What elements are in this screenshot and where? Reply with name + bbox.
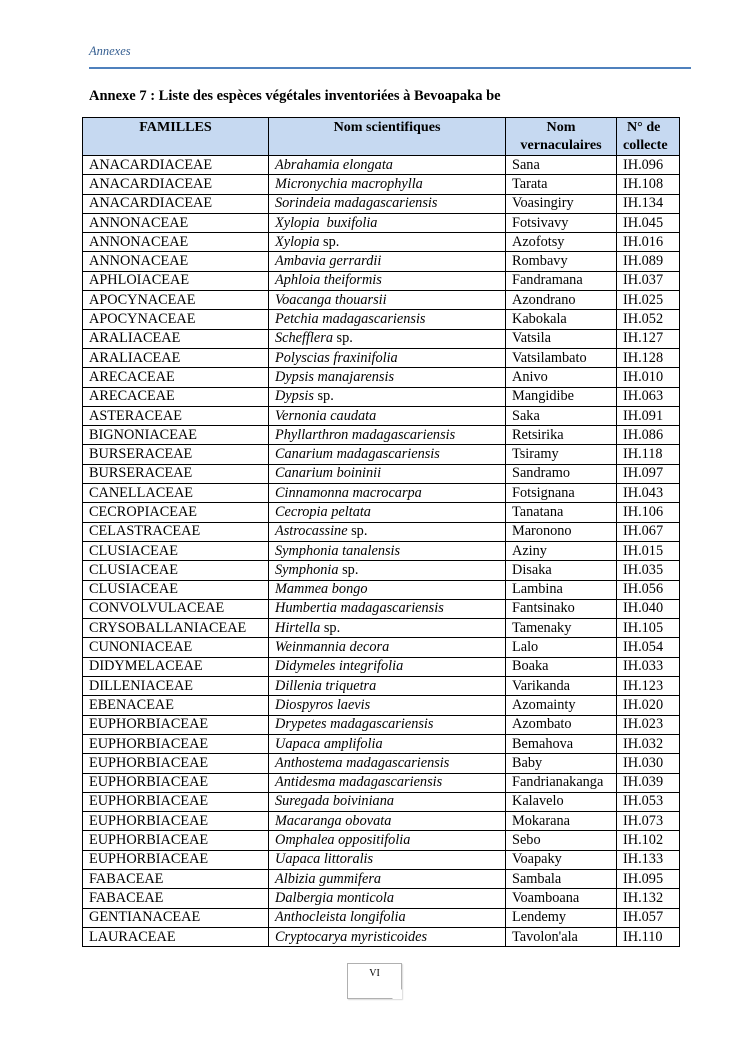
- family-cell: ANACARDIACEAE: [83, 156, 269, 175]
- table-row: [83, 773, 680, 792]
- family-cell: LAURACEAE: [83, 927, 269, 946]
- collect-number-cell: IH.105: [617, 619, 680, 638]
- vernacular-name-cell: Rombavy: [506, 252, 617, 271]
- family-cell: ANNONACEAE: [83, 252, 269, 271]
- vernacular-name-cell: Aziny: [506, 541, 617, 560]
- collect-number-cell: IH.128: [617, 348, 680, 367]
- scientific-name-italic: Diospyros laevis: [275, 696, 371, 713]
- table-row: [83, 561, 680, 580]
- family-cell: APOCYNACEAE: [83, 291, 269, 310]
- vernacular-name-cell: Vatsila: [506, 329, 617, 348]
- family-cell: CLUSIACEAE: [83, 580, 269, 599]
- header-collect-number: N° de collecte: [617, 118, 680, 156]
- scientific-name-italic: Cryptocarya myristicoides: [275, 928, 428, 945]
- vernacular-name-cell: Sana: [506, 156, 617, 175]
- table-row: [83, 657, 680, 676]
- family-cell: CLUSIACEAE: [83, 541, 269, 560]
- vernacular-name-cell: Voasingiry: [506, 194, 617, 213]
- table-row: [83, 792, 680, 811]
- scientific-name-italic: Symphonia tanalensis: [275, 542, 401, 559]
- family-cell: BIGNONIACEAE: [83, 426, 269, 445]
- table-row: [83, 175, 680, 194]
- collect-number-cell: IH.015: [617, 541, 680, 560]
- scientific-name-italic: Sorindeia madagascariensis: [275, 195, 438, 212]
- scientific-name-italic: Dillenia triquetra: [275, 677, 377, 694]
- scientific-name-italic: Petchia madagascariensis: [275, 311, 426, 328]
- scientific-name-suffix: sp.: [320, 619, 341, 636]
- scientific-name-cell: [269, 368, 506, 387]
- scientific-name-italic: Ambavia gerrardii: [275, 253, 382, 270]
- scientific-name-italic: Suregada boiviniana: [275, 793, 394, 810]
- collect-number-cell: IH.016: [617, 233, 680, 252]
- vernacular-name-cell: Mangidibe: [506, 387, 617, 406]
- collect-number-cell: IH.010: [617, 368, 680, 387]
- scientific-name-cell: [269, 484, 506, 503]
- scientific-name-cell: [269, 754, 506, 773]
- vernacular-name-cell: Fotsignana: [506, 484, 617, 503]
- scientific-name-italic: Astrocassine: [275, 523, 348, 540]
- collect-number-cell: IH.102: [617, 831, 680, 850]
- page-number: VI: [369, 968, 380, 979]
- scientific-name-cell: [269, 348, 506, 367]
- vernacular-name-cell: Sambala: [506, 869, 617, 888]
- collect-number-cell: IH.043: [617, 484, 680, 503]
- scientific-name-italic: Albizia gummifera: [275, 870, 382, 887]
- collect-number-cell: IH.123: [617, 677, 680, 696]
- scientific-name-italic: Uapaca amplifolia: [275, 735, 383, 752]
- collect-number-cell: IH.056: [617, 580, 680, 599]
- family-cell: CLUSIACEAE: [83, 561, 269, 580]
- table-row: [83, 599, 680, 618]
- scientific-name-italic: Anthocleista longifolia: [275, 909, 406, 926]
- scientific-name-italic: Symphonia: [275, 561, 339, 578]
- table-row: [83, 580, 680, 599]
- scientific-name-italic: Phyllarthron madagascariensis: [275, 426, 456, 443]
- family-cell: EBENACEAE: [83, 696, 269, 715]
- table-row: [83, 677, 680, 696]
- scientific-name-suffix: sp.: [313, 388, 334, 405]
- vernacular-name-cell: Tarata: [506, 175, 617, 194]
- species-table: [82, 117, 680, 947]
- collect-number-cell: IH.132: [617, 889, 680, 908]
- vernacular-name-cell: Fotsivavy: [506, 213, 617, 232]
- family-cell: EUPHORBIACEAE: [83, 831, 269, 850]
- family-cell: DIDYMELACEAE: [83, 657, 269, 676]
- table-row: [83, 908, 680, 927]
- collect-number-cell: IH.025: [617, 291, 680, 310]
- table-row: [83, 619, 680, 638]
- collect-number-cell: IH.086: [617, 426, 680, 445]
- scientific-name-italic: Schefflera: [275, 330, 333, 347]
- vernacular-name-cell: Bemahova: [506, 734, 617, 753]
- collect-number-cell: IH.023: [617, 715, 680, 734]
- scientific-name-italic: Omphalea oppositifolia: [275, 832, 411, 849]
- collect-number-cell: IH.053: [617, 792, 680, 811]
- scientific-name-cell: [269, 445, 506, 464]
- table-row: [83, 310, 680, 329]
- family-cell: ASTERACEAE: [83, 406, 269, 425]
- scientific-name-cell: [269, 619, 506, 638]
- scientific-name-suffix: sp.: [319, 233, 340, 250]
- scientific-name-cell: [269, 773, 506, 792]
- family-cell: ARECACEAE: [83, 387, 269, 406]
- collect-number-cell: IH.097: [617, 464, 680, 483]
- vernacular-name-cell: Azondrano: [506, 291, 617, 310]
- vernacular-name-cell: Azomainty: [506, 696, 617, 715]
- vernacular-name-cell: Baby: [506, 754, 617, 773]
- family-cell: EUPHORBIACEAE: [83, 773, 269, 792]
- collect-number-cell: IH.091: [617, 406, 680, 425]
- scientific-name-cell: [269, 156, 506, 175]
- family-cell: CECROPIACEAE: [83, 503, 269, 522]
- scientific-name-cell: [269, 175, 506, 194]
- scientific-name-cell: [269, 252, 506, 271]
- scientific-name-cell: [269, 213, 506, 232]
- table-row: [83, 889, 680, 908]
- collect-number-cell: IH.037: [617, 271, 680, 290]
- table-body: [83, 156, 680, 947]
- scientific-name-cell: [269, 310, 506, 329]
- family-cell: ARECACEAE: [83, 368, 269, 387]
- table-row: [83, 503, 680, 522]
- scientific-name-italic: Canarium boininii: [275, 465, 382, 482]
- scientific-name-cell: [269, 831, 506, 850]
- table-row: [83, 696, 680, 715]
- table-row: [83, 233, 680, 252]
- scientific-name-cell: [269, 580, 506, 599]
- collect-number-cell: IH.054: [617, 638, 680, 657]
- vernacular-name-cell: Fantsinako: [506, 599, 617, 618]
- collect-number-cell: IH.133: [617, 850, 680, 869]
- vernacular-name-cell: Sebo: [506, 831, 617, 850]
- table-row: [83, 638, 680, 657]
- family-cell: CRYSOBALLANIACEAE: [83, 619, 269, 638]
- table-row: [83, 541, 680, 560]
- scientific-name-italic: Dypsis manajarensis: [275, 368, 395, 385]
- vernacular-name-cell: Lalo: [506, 638, 617, 657]
- scientific-name-cell: [269, 850, 506, 869]
- vernacular-name-cell: Voamboana: [506, 889, 617, 908]
- scientific-name-cell: [269, 715, 506, 734]
- scientific-name-cell: [269, 561, 506, 580]
- table-row: [83, 368, 680, 387]
- collect-number-cell: IH.095: [617, 869, 680, 888]
- scientific-name-italic: Xylopia buxifolia: [275, 214, 378, 231]
- scientific-name-italic: Mammea bongo: [275, 581, 368, 598]
- family-cell: ANACARDIACEAE: [83, 194, 269, 213]
- table-row: [83, 387, 680, 406]
- table-row: [83, 329, 680, 348]
- scientific-name-italic: Dypsis: [275, 388, 314, 405]
- scientific-name-cell: [269, 657, 506, 676]
- scientific-name-italic: Abrahamia elongata: [275, 156, 393, 173]
- table-row: [83, 271, 680, 290]
- family-cell: CONVOLVULACEAE: [83, 599, 269, 618]
- scientific-name-suffix: sp.: [332, 330, 353, 347]
- scientific-name-cell: [269, 541, 506, 560]
- family-cell: EUPHORBIACEAE: [83, 715, 269, 734]
- collect-number-cell: IH.110: [617, 927, 680, 946]
- vernacular-name-cell: Fandramana: [506, 271, 617, 290]
- family-cell: EUPHORBIACEAE: [83, 812, 269, 831]
- scientific-name-suffix: sp.: [338, 561, 359, 578]
- scientific-name-cell: [269, 927, 506, 946]
- scientific-name-cell: [269, 426, 506, 445]
- collect-number-cell: IH.067: [617, 522, 680, 541]
- table-row: [83, 484, 680, 503]
- scientific-name-italic: Cecropia peltata: [275, 503, 371, 520]
- table-row: [83, 927, 680, 946]
- vernacular-name-cell: Azombato: [506, 715, 617, 734]
- scientific-name-cell: [269, 869, 506, 888]
- family-cell: ARALIACEAE: [83, 329, 269, 348]
- scientific-name-italic: Didymeles integrifolia: [275, 658, 404, 675]
- table-row: [83, 850, 680, 869]
- table-row: [83, 522, 680, 541]
- family-cell: ARALIACEAE: [83, 348, 269, 367]
- collect-number-cell: IH.033: [617, 657, 680, 676]
- collect-number-cell: IH.134: [617, 194, 680, 213]
- table-row: [83, 213, 680, 232]
- vernacular-name-cell: Tavolon'ala: [506, 927, 617, 946]
- header-scientific: Nom scientifiques: [269, 118, 506, 156]
- vernacular-name-cell: Sandramo: [506, 464, 617, 483]
- vernacular-name-cell: Vatsilambato: [506, 348, 617, 367]
- collect-number-cell: IH.118: [617, 445, 680, 464]
- scientific-name-cell: [269, 329, 506, 348]
- scientific-name-italic: Macaranga obovata: [275, 812, 392, 829]
- scientific-name-italic: Micronychia macrophylla: [275, 175, 423, 192]
- family-cell: ANNONACEAE: [83, 213, 269, 232]
- vernacular-name-cell: Kalavelo: [506, 792, 617, 811]
- scientific-name-italic: Humbertia madagascariensis: [275, 600, 444, 617]
- table-row: [83, 464, 680, 483]
- scientific-name-cell: [269, 812, 506, 831]
- vernacular-name-cell: Fandrianakanga: [506, 773, 617, 792]
- scientific-name-italic: Voacanga thouarsii: [275, 291, 387, 308]
- collect-number-cell: IH.127: [617, 329, 680, 348]
- family-cell: ANACARDIACEAE: [83, 175, 269, 194]
- family-cell: CELASTRACEAE: [83, 522, 269, 541]
- scientific-name-italic: Cinnamonna macrocarpa: [275, 484, 422, 501]
- family-cell: APHLOIACEAE: [83, 271, 269, 290]
- vernacular-name-cell: Tamenaky: [506, 619, 617, 638]
- family-cell: EUPHORBIACEAE: [83, 754, 269, 773]
- scientific-name-cell: [269, 677, 506, 696]
- table-header-row: [83, 118, 680, 156]
- family-cell: CANELLACEAE: [83, 484, 269, 503]
- collect-number-cell: IH.057: [617, 908, 680, 927]
- family-cell: EUPHORBIACEAE: [83, 792, 269, 811]
- scientific-name-cell: [269, 464, 506, 483]
- family-cell: EUPHORBIACEAE: [83, 734, 269, 753]
- scientific-name-italic: Weinmannia decora: [275, 639, 390, 656]
- table-row: [83, 754, 680, 773]
- vernacular-name-cell: Kabokala: [506, 310, 617, 329]
- table-row: [83, 869, 680, 888]
- vernacular-name-cell: Azofotsy: [506, 233, 617, 252]
- vernacular-name-cell: Anivo: [506, 368, 617, 387]
- scientific-name-italic: Xylopia: [275, 233, 320, 250]
- running-header: Annexes: [89, 44, 131, 58]
- family-cell: ANNONACEAE: [83, 233, 269, 252]
- scientific-name-italic: Antidesma madagascariensis: [275, 774, 443, 791]
- scientific-name-cell: [269, 233, 506, 252]
- table-row: [83, 812, 680, 831]
- vernacular-name-cell: Saka: [506, 406, 617, 425]
- table-row: [83, 406, 680, 425]
- family-cell: APOCYNACEAE: [83, 310, 269, 329]
- vernacular-name-cell: Boaka: [506, 657, 617, 676]
- collect-number-cell: IH.030: [617, 754, 680, 773]
- vernacular-name-cell: Retsirika: [506, 426, 617, 445]
- collect-number-cell: IH.039: [617, 773, 680, 792]
- vernacular-name-cell: Lambina: [506, 580, 617, 599]
- scientific-name-cell: [269, 503, 506, 522]
- scientific-name-italic: Aphloia theiformis: [275, 272, 382, 289]
- vernacular-name-cell: Lendemy: [506, 908, 617, 927]
- collect-number-cell: IH.052: [617, 310, 680, 329]
- vernacular-name-cell: Mokarana: [506, 812, 617, 831]
- table-row: [83, 194, 680, 213]
- family-cell: GENTIANACEAE: [83, 908, 269, 927]
- table-row: [83, 156, 680, 175]
- collect-number-cell: IH.096: [617, 156, 680, 175]
- scientific-name-cell: [269, 696, 506, 715]
- scientific-name-italic: Canarium madagascariensis: [275, 446, 440, 463]
- scientific-name-cell: [269, 734, 506, 753]
- collect-number-cell: IH.020: [617, 696, 680, 715]
- collect-number-cell: IH.089: [617, 252, 680, 271]
- scientific-name-cell: [269, 599, 506, 618]
- table-row: [83, 291, 680, 310]
- collect-number-cell: IH.032: [617, 734, 680, 753]
- scientific-name-cell: [269, 638, 506, 657]
- collect-number-cell: IH.073: [617, 812, 680, 831]
- scientific-name-cell: [269, 271, 506, 290]
- scientific-name-cell: [269, 792, 506, 811]
- family-cell: FABACEAE: [83, 889, 269, 908]
- family-cell: BURSERACEAE: [83, 464, 269, 483]
- header-family: FAMILLES: [83, 118, 269, 156]
- collect-number-cell: IH.045: [617, 213, 680, 232]
- scientific-name-italic: Uapaca littoralis: [275, 851, 374, 868]
- family-cell: CUNONIACEAE: [83, 638, 269, 657]
- collect-number-cell: IH.035: [617, 561, 680, 580]
- annex-title: Annexe 7 : Liste des espèces végétales inventoriées à Bevoapaka be: [89, 88, 501, 104]
- page-fold-corner: [392, 989, 402, 999]
- vernacular-name-cell: Tsiramy: [506, 445, 617, 464]
- scientific-name-italic: Hirtella: [275, 619, 321, 636]
- vernacular-name-cell: Maronono: [506, 522, 617, 541]
- scientific-name-cell: [269, 387, 506, 406]
- family-cell: BURSERACEAE: [83, 445, 269, 464]
- header-rule: [89, 67, 691, 69]
- scientific-name-italic: Dalbergia monticola: [275, 889, 394, 906]
- vernacular-name-cell: Varikanda: [506, 677, 617, 696]
- collect-number-cell: IH.063: [617, 387, 680, 406]
- table-row: [83, 348, 680, 367]
- scientific-name-cell: [269, 291, 506, 310]
- collect-number-cell: IH.106: [617, 503, 680, 522]
- table-row: [83, 715, 680, 734]
- table-row: [83, 426, 680, 445]
- family-cell: DILLENIACEAE: [83, 677, 269, 696]
- table-row: [83, 831, 680, 850]
- page-number-box: [347, 963, 402, 999]
- vernacular-name-cell: Tanatana: [506, 503, 617, 522]
- vernacular-name-cell: Voapaky: [506, 850, 617, 869]
- header-vernacular: Nom vernaculaires: [506, 118, 617, 156]
- collect-number-cell: IH.040: [617, 599, 680, 618]
- scientific-name-cell: [269, 406, 506, 425]
- scientific-name-italic: Vernonia caudata: [275, 407, 377, 424]
- table-row: [83, 445, 680, 464]
- scientific-name-italic: Anthostema madagascariensis: [275, 754, 450, 771]
- scientific-name-italic: Polyscias fraxinifolia: [275, 349, 398, 366]
- scientific-name-cell: [269, 522, 506, 541]
- vernacular-name-cell: Disaka: [506, 561, 617, 580]
- family-cell: FABACEAE: [83, 869, 269, 888]
- scientific-name-cell: [269, 908, 506, 927]
- collect-number-cell: IH.108: [617, 175, 680, 194]
- scientific-name-suffix: sp.: [347, 523, 368, 540]
- scientific-name-italic: Drypetes madagascariensis: [275, 716, 434, 733]
- table-row: [83, 734, 680, 753]
- scientific-name-cell: [269, 889, 506, 908]
- family-cell: EUPHORBIACEAE: [83, 850, 269, 869]
- scientific-name-cell: [269, 194, 506, 213]
- table-row: [83, 252, 680, 271]
